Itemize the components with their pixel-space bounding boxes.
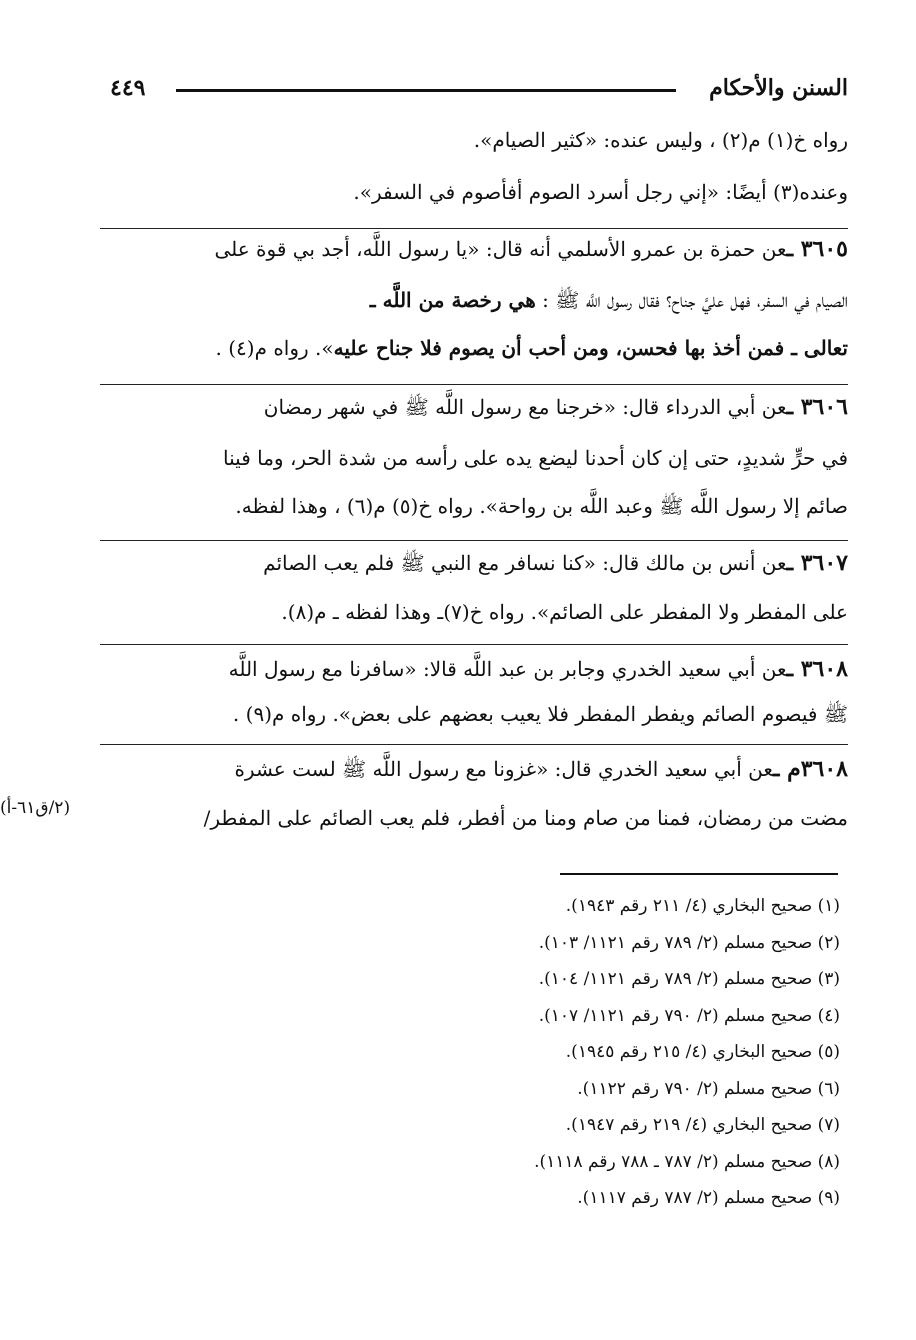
text-span: ». رواه م(٤) . bbox=[215, 336, 334, 360]
header-rule bbox=[176, 89, 676, 92]
text-line: وعنده(٣) أيضًا: «إني رجل أسرد الصوم أفأصوم في السفر». bbox=[353, 180, 848, 204]
section-divider bbox=[100, 384, 848, 385]
text-span: الصيام في السفر، فهل عليَّ جناح؟ فقال رسول اللَّه ﷺ : bbox=[535, 288, 848, 312]
text-line bbox=[216, 336, 849, 360]
hadith-line bbox=[264, 394, 848, 424]
hadith-text: عن أنس بن مالك قال: «كنا نسافر مع النبي ﷺ فلم يعب الصائم bbox=[263, 551, 787, 575]
text-line: على المفطر ولا المفطر على الصائم». رواه خ(٧)ـ وهذا لفظه ـ م(٨). bbox=[281, 600, 848, 624]
footnote: (٨) صحيح مسلم (٢/ ٧٨٧ ـ ٧٨٨ رقم ١١١٨). bbox=[534, 1151, 840, 1172]
text-line: صائم إلا رسول اللَّه ﷺ وعبد اللَّه بن رواحة». رواه خ(٥) م(٦) ، وهذا لفظه. bbox=[235, 494, 848, 518]
hadith-number: ٣٦٠٧ ـ bbox=[786, 550, 848, 576]
footnote: (١) صحيح البخاري (٤/ ٢١١ رقم ١٩٤٣). bbox=[565, 896, 840, 916]
hadith-line bbox=[234, 756, 848, 786]
running-title: السنن والأحكام bbox=[709, 75, 848, 101]
page-number: ٤٤٩ bbox=[110, 75, 146, 101]
section-divider bbox=[100, 744, 848, 745]
section-divider bbox=[100, 540, 848, 541]
hadith-number: ٣٦٠٦ ـ bbox=[786, 394, 848, 420]
bold-span: هي رخصة من اللَّه ـ bbox=[369, 288, 536, 312]
footnote: (٧) صحيح البخاري (٤/ ٢١٩ رقم ١٩٤٧). bbox=[565, 1115, 840, 1135]
text-line: رواه خ(١) م(٢) ، وليس عنده: «كثير الصيام». bbox=[473, 128, 848, 152]
hadith-line bbox=[214, 236, 848, 262]
hadith-line bbox=[229, 656, 848, 682]
hadith-text: عن أبي سعيد الخدري قال: «غزونا مع رسول اللَّه ﷺ لست عشرة bbox=[234, 757, 773, 781]
footnote: (٥) صحيح البخاري (٤/ ٢١٥ رقم ١٩٤٥). bbox=[565, 1042, 840, 1062]
footnotes bbox=[534, 888, 840, 1217]
text-line: مضت من رمضان، فمنا من صام ومنا من أفطر، فلم يعب الصائم على المفطر/ bbox=[203, 806, 848, 830]
bold-span: تعالى ـ فمن أخذ بها فحسن، ومن أحب أن يصوم فلا جناح عليه bbox=[333, 336, 848, 360]
footnote: (٩) صحيح مسلم (٢/ ٧٨٧ رقم ١١١٧). bbox=[577, 1188, 840, 1208]
hadith-number: ٣٦٠٥ ـ bbox=[786, 236, 848, 262]
footnote: (٦) صحيح مسلم (٢/ ٧٩٠ رقم ١١٢٢). bbox=[577, 1078, 840, 1099]
footnote: (٤) صحيح مسلم (٢/ ٧٩٠ رقم ١١٢١/ ١٠٧). bbox=[538, 1005, 840, 1026]
hadith-text: عن أبي سعيد الخدري وجابر بن عبد اللَّه قالا: «سافرنا مع رسول اللَّه bbox=[228, 657, 787, 681]
hadith-number: ٣٦٠٨ ـ bbox=[786, 656, 848, 682]
footnote: (٣) صحيح مسلم (٢/ ٧٨٩ رقم ١١٢١/ ١٠٤). bbox=[538, 969, 840, 989]
hadith-text: عن حمزة بن عمرو الأسلمي أنه قال: «يا رسول اللَّه، أجد بي قوة على bbox=[214, 237, 787, 261]
footnote-separator bbox=[560, 873, 838, 875]
section-divider bbox=[100, 228, 848, 229]
hadith-number: ٣٦٠٨م ـ bbox=[773, 756, 848, 782]
section-divider bbox=[100, 644, 848, 645]
text-line: في حرٍّ شديدٍ، حتى إن كان أحدنا ليضع يده على رأسه من شدة الحر، وما فينا bbox=[223, 446, 848, 470]
hadith-line bbox=[263, 550, 848, 580]
footnote: (٢) صحيح مسلم (٢/ ٧٨٩ رقم ١١٢١/ ١٠٣). bbox=[538, 932, 840, 953]
hadith-text: عن أبي الدرداء قال: «خرجنا مع رسول اللَّه ﷺ في شهر رمضان bbox=[263, 395, 787, 419]
text-line: ﷺ فيصوم الصائم ويفطر المفطر فلا يعيب بعضهم على بعض». رواه م(٩) . bbox=[232, 702, 848, 726]
page-header bbox=[110, 75, 848, 115]
text-line bbox=[370, 288, 848, 317]
manuscript-margin-ref: (٢/ق٦١-أ) bbox=[0, 798, 71, 818]
